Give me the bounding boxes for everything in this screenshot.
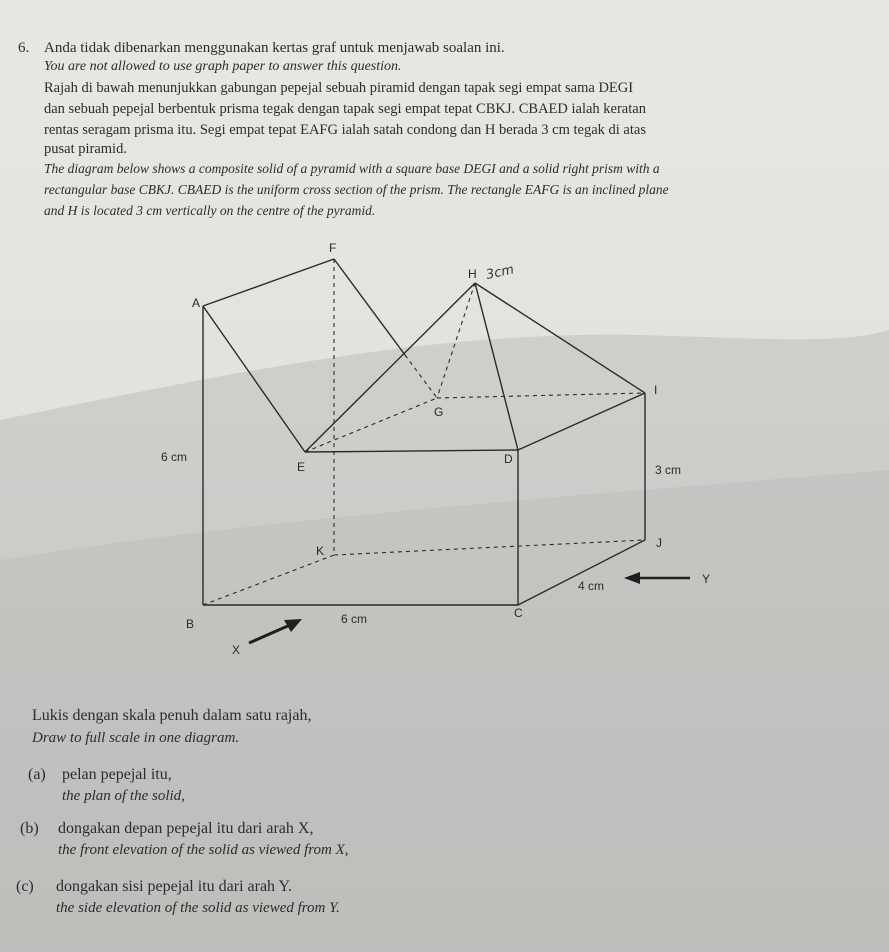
label-j: J [656, 536, 662, 550]
dim-6cm-bottom: 6 cm [341, 612, 368, 626]
part-a-en: the plan of the solid, [62, 788, 185, 804]
en-line-3: and H is located 3 cm vertically on the centre of the pyramid. [44, 203, 376, 218]
part-c-en: the side elevation of the solid as viewed from Y. [56, 900, 340, 916]
part-c-ms: dongakan sisi pepejal itu dari arah Y. [56, 878, 292, 895]
ms-line-3: rentas seragam prisma itu. Segi empat tepat EAFG ialah satah condong dan H berada 3 cm tegak di atas [44, 122, 646, 138]
no-graph-paper-en: You are not allowed to use graph paper to answer this question. [44, 59, 402, 74]
label-e: E [297, 460, 306, 474]
label-c: C [514, 606, 523, 620]
label-f: F [329, 241, 337, 255]
no-graph-paper-ms: Anda tidak dibenarkan menggunakan kertas graf untuk menjawab soalan ini. [44, 40, 505, 56]
dim-6cm-left: 6 cm [161, 450, 188, 464]
en-line-2: rectangular base CBKJ. CBAED is the uniform cross section of the prism. The rectangle EAFG is an inclined plane [44, 182, 669, 197]
en-line-1: The diagram below shows a composite solid of a pyramid with a square base DEGI and a solid right prism with a [44, 161, 660, 176]
arrow-y-icon [624, 572, 690, 584]
label-a: A [192, 296, 201, 310]
label-i: I [654, 383, 658, 397]
label-b: B [186, 617, 195, 631]
dim-3cm: 3 cm [655, 463, 682, 477]
label-d: D [504, 452, 513, 466]
arrow-x-icon [249, 619, 302, 643]
instruction-ms: Lukis dengan skala penuh dalam satu rajah, [32, 707, 312, 724]
part-c-label: (c) [16, 878, 34, 895]
ms-line-2: dan sebuah pepejal berbentuk prisma tegak dengan tapak segi empat tepat CBKJ. CBAED ialah keratan [44, 101, 646, 117]
part-b-label: (b) [20, 820, 39, 837]
handwritten-3cm-note: 3cm [484, 262, 516, 283]
instruction-en: Draw to full scale in one diagram. [32, 730, 240, 746]
dim-4cm: 4 cm [578, 579, 605, 593]
label-k: K [316, 544, 325, 558]
label-y: Y [702, 572, 711, 586]
label-g: G [434, 405, 444, 419]
part-a-label: (a) [28, 766, 46, 783]
part-b-en: the front elevation of the solid as viewed from X, [58, 842, 349, 858]
part-b-ms: dongakan depan pepejal itu dari arah X, [58, 820, 314, 837]
label-h: H [468, 267, 477, 281]
label-x: X [232, 643, 241, 657]
ms-line-4: pusat piramid. [44, 141, 127, 157]
ms-line-1: Rajah di bawah menunjukkan gabungan pepejal sebuah piramid dengan tapak segi empat sama DEGI [44, 80, 634, 96]
question-number: 6. [18, 40, 30, 56]
part-a-ms: pelan pepejal itu, [62, 766, 172, 783]
